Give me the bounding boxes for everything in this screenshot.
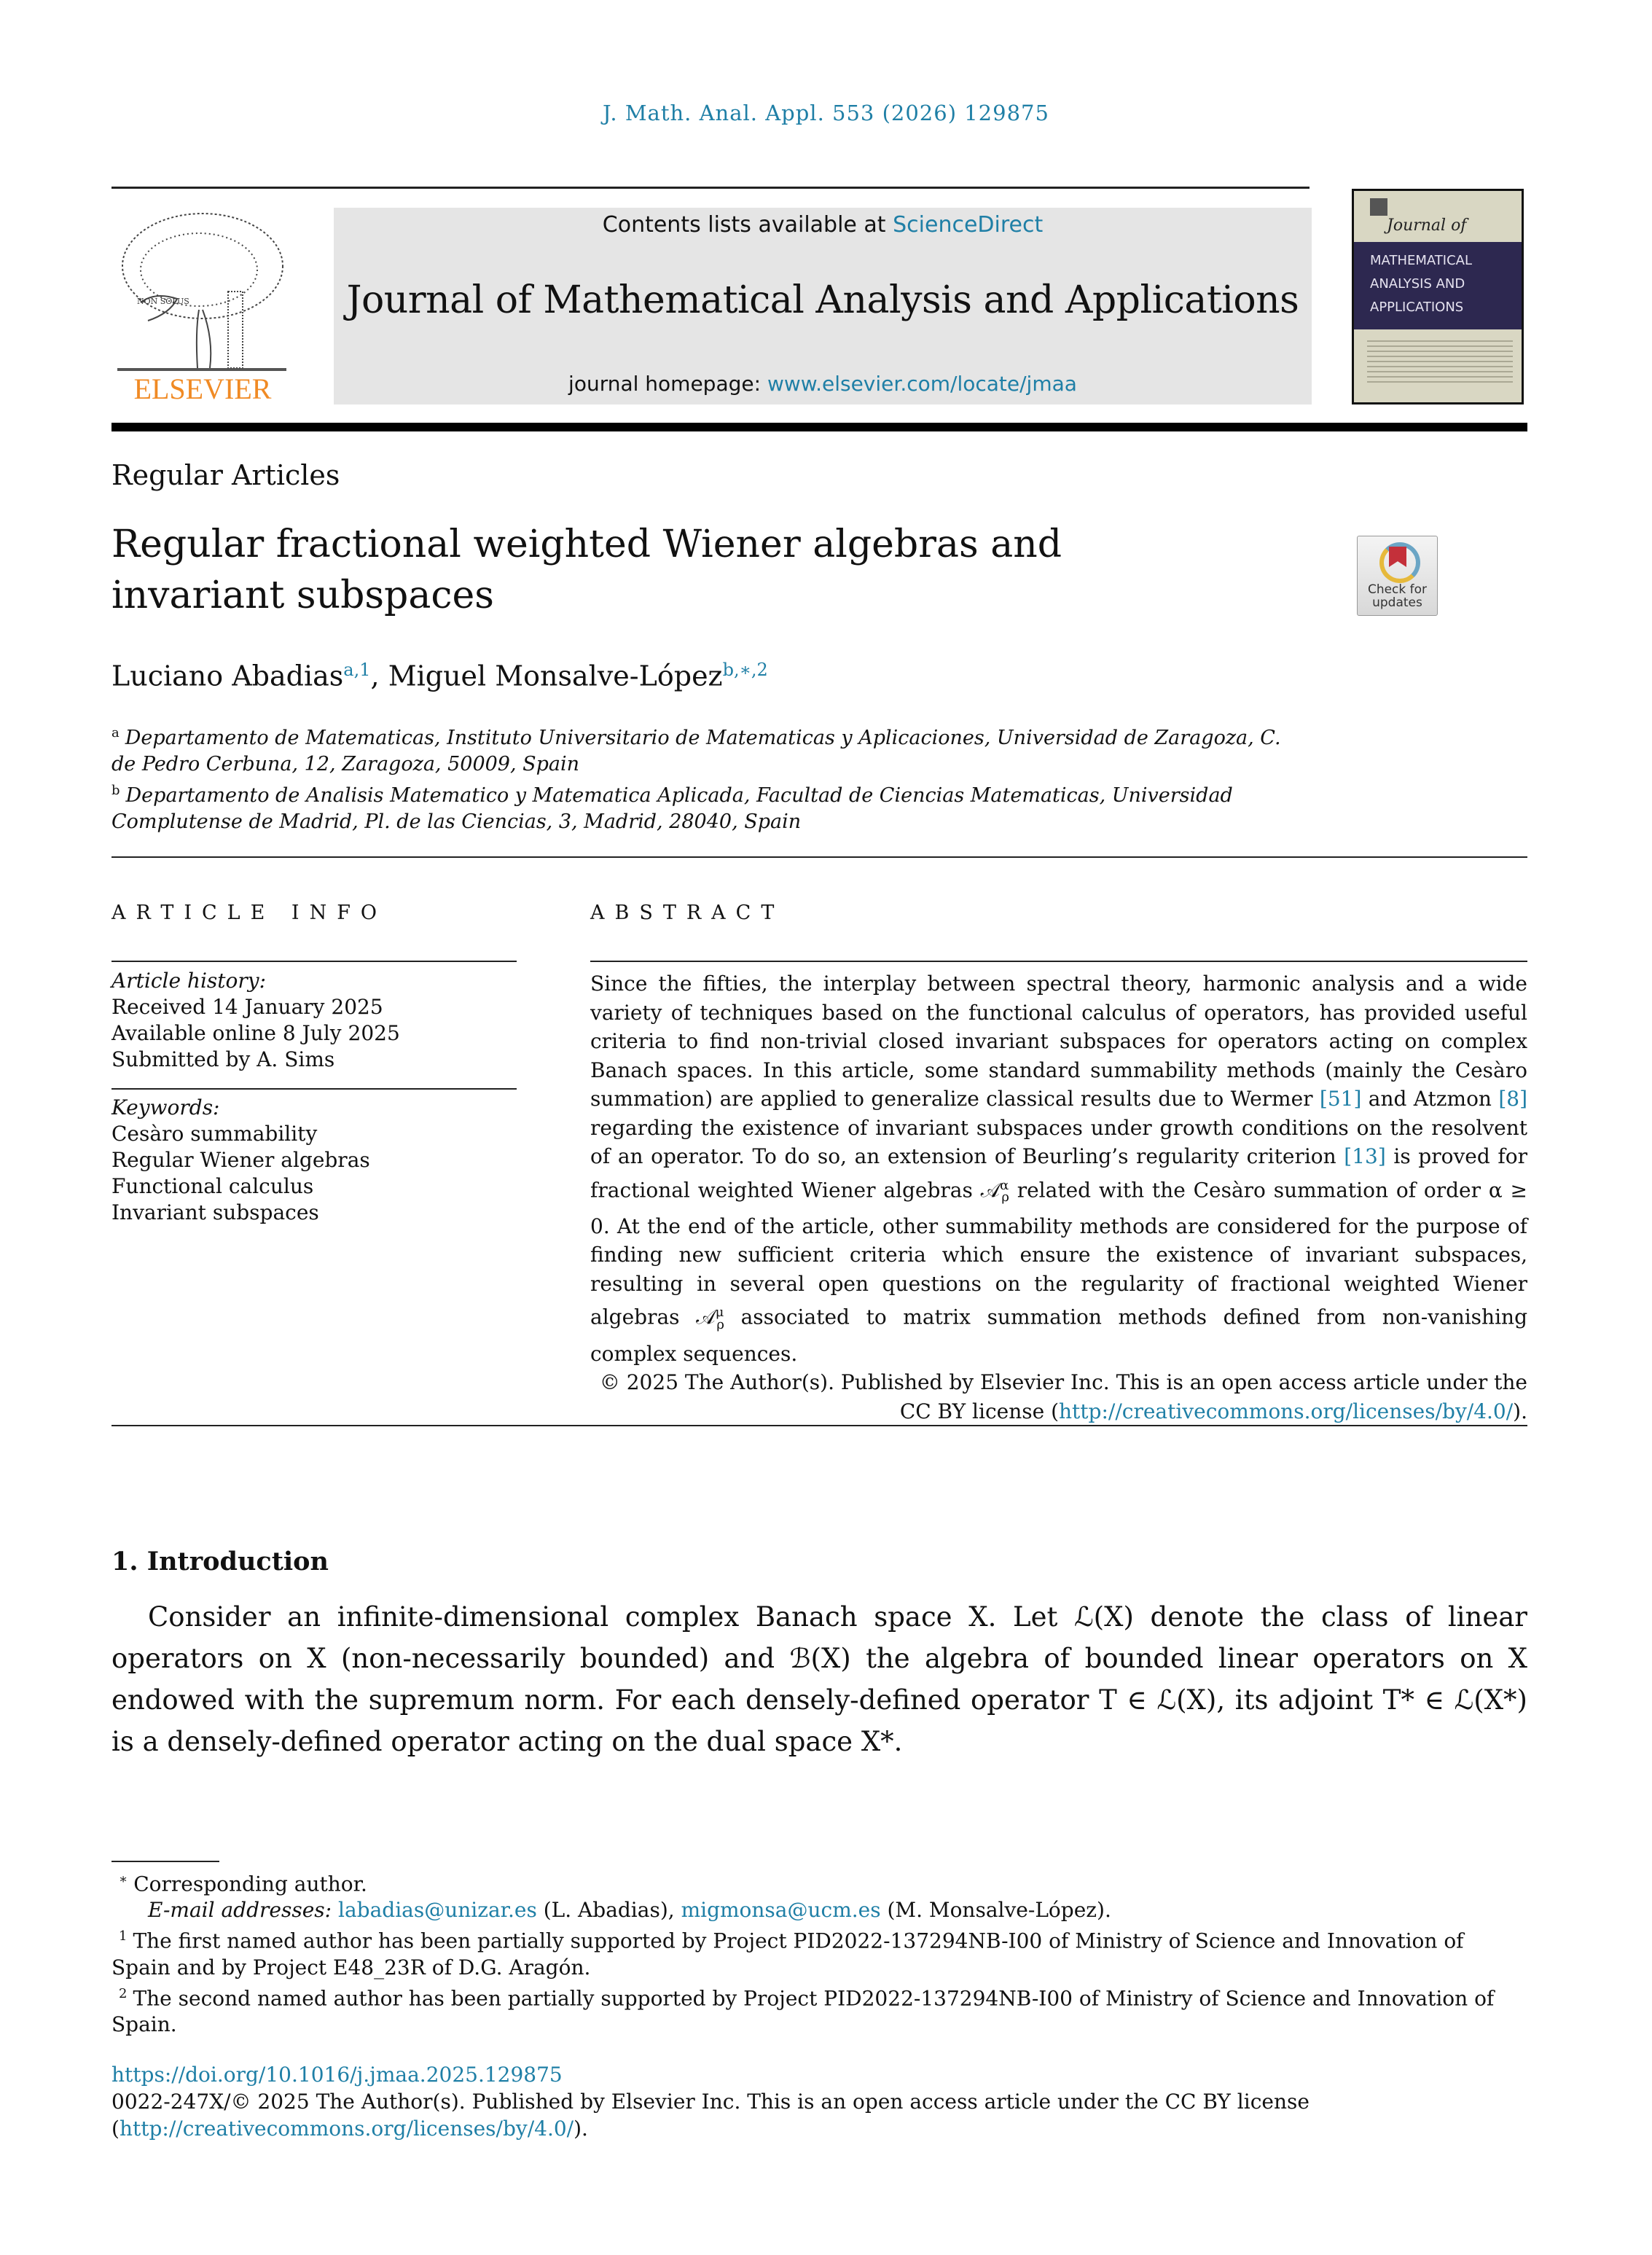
divider [111, 1425, 1527, 1426]
homepage-link[interactable]: www.elsevier.com/locate/jmaa [767, 372, 1077, 396]
author-marks[interactable]: a,1 [343, 660, 371, 680]
section-heading: 1. Introduction [111, 1547, 329, 1576]
history-submitted: Submitted by A. Sims [111, 1047, 335, 1071]
sciencedirect-link[interactable]: ScienceDirect [893, 212, 1044, 238]
author-name: Luciano Abadias [111, 660, 344, 692]
history-received: Received 14 January 2025 [111, 995, 383, 1019]
history-online: Available online 8 July 2025 [111, 1021, 400, 1045]
email-link[interactable]: labadias@unizar.es [338, 1898, 537, 1923]
top-rule [111, 187, 1310, 189]
author-marks[interactable]: b,∗,2 [722, 660, 768, 680]
email-link[interactable]: migmonsa@ucm.es [681, 1898, 881, 1923]
masthead-bar [111, 423, 1527, 431]
journal-cover[interactable]: Journal of MATHEMATICAL ANALYSIS AND APPLICATIONS [1352, 189, 1524, 405]
footnote-emails: E-mail addresses: labadias@unizar.es (L. Abadias), migmonsa@ucm.es (M. Monsalve-López). [148, 1898, 1111, 1923]
footnote-2: $^2$ The second named author has been partially supported by Project PID2022-137294NB-I00 of Ministry of Science and Innovation of Spain. [111, 1985, 1495, 2036]
copyright-notice: © 2025 The Author(s). Published by Elsevier Inc. This is an open access article under the CC BY license (http://creativecommons.org/licenses/by/4.0/). [599, 1370, 1527, 1423]
abstract-body: Since the fifties, the interplay between spectral theory, harmonic analysis and a wide variety of techniques based on the functional calculus of operators, has provided useful criteria to find non-trivial closed invariant subspaces for operators acting on complex Banach spaces. In this article, some standard summability methods (mainly the Cesàro summation) are applied to generalize classical results due to Wermer [51] and Atzmon [8] regarding the existence of invariant subspaces under growth conditions on the resolvent of an operator. To do so, an extension of Beurling’s regularity criterion [13] is proved for fractional weighted Wiener algebras 𝒜$^\alpha_\rho$ related with the Cesàro summation of order α ≥ 0. At the end of the article, other summability methods are considered for the purpose of finding new sufficient criteria which ensure the existence of invariant subspaces, resulting in several open questions on the regularity of fractional weighted Wiener algebras 𝒜$^\mu_\rho$ associated to matrix summation methods defined from non-vanishing complex sequences. © 2025 The Author(s). Published by Elsevier Inc. This is an open access article under the CC BY license (http://creativecommons.org/licenses/by/4.0/). [590, 969, 1527, 1426]
article-history: Article history: Received 14 January 2025 Available online 8 July 2025 Submitted by A. Sims [111, 968, 520, 1073]
keywords: Keywords: Cesàro summability Regular Wiener algebras Functional calculus Invariant subspaces [111, 1095, 520, 1226]
intro-paragraph: Consider an infinite-dimensional complex Banach space X. Let ℒ(X) denote the class of linear operators on X (non-necessarily bounded) and ℬ(X) the algebra of bounded linear operators on X endowed with the supremum norm. For each densely-defined operator T ∈ ℒ(X), its adjoint T* ∈ ℒ(X*) is a densely-defined operator acting on the dual space X*. [111, 1601, 1527, 1757]
doi-link[interactable]: https://doi.org/10.1016/j.jmaa.2025.129875 [111, 2063, 563, 2087]
affiliation-b: $^b$ Departamento de Analisis Matematico y Matematica Aplicada, Facultad de Ciencias Matematicas, Universidad Complutense de Madrid, Pl. de las Ciencias, 3, Madrid, 28040, Spain [111, 783, 1233, 833]
footnote-rule [111, 1861, 219, 1862]
article-info-heading: ARTICLE INFO [111, 902, 388, 924]
elsevier-logo[interactable] [111, 208, 294, 406]
ref-link[interactable]: [51] [1319, 1087, 1362, 1111]
affiliations [111, 720, 1307, 835]
footnote-corresponding: ∗ Corresponding author. [119, 1872, 367, 1896]
keyword: Invariant subspaces [111, 1200, 319, 1224]
cover-elsevier-icon [1370, 198, 1387, 216]
journal-title: Journal of Mathematical Analysis and Applications [346, 278, 1299, 322]
cover-editors-list [1367, 340, 1513, 384]
affiliation-a: $^a$ Departamento de Matematicas, Instituto Universitario de Matematicas y Aplicaciones, Universidad de Zaragoza, C. de Pedro Cerbuna, 12, Zaragoza, 50009, Spain [111, 725, 1281, 775]
issn-line: 0022-247X/© 2025 The Author(s). Published by Elsevier Inc. This is an open access article under the CC BY license (http://creativecommons.org/licenses/by/4.0/). [111, 2090, 1310, 2141]
license-link[interactable]: http://creativecommons.org/licenses/by/4.0/ [1059, 1399, 1514, 1423]
svg-text:NON SOLUS: NON SOLUS [137, 297, 189, 306]
bottom-matter [111, 2061, 1527, 2142]
license-link[interactable]: http://creativecommons.org/licenses/by/4.0/ [119, 2117, 574, 2141]
article-title: Regular fractional weighted Wiener algebras and invariant subspaces [111, 523, 1062, 617]
journal-masthead [334, 208, 1312, 405]
homepage-line: journal homepage: www.elsevier.com/locate/jmaa [568, 372, 1077, 396]
footnote-1: $^1$ The first named author has been partially supported by Project PID2022-137294NB-I00 of Ministry of Science and Innovation of Spain and by Project E48_23R of D.G. Aragón. [111, 1928, 1464, 1980]
ref-link[interactable]: [13] [1344, 1144, 1386, 1168]
abstract-heading: ABSTRACT [590, 902, 785, 924]
keyword: Functional calculus [111, 1174, 314, 1198]
author-list: Luciano Abadias$^{a,1}$, Miguel Monsalve-López$^{b,∗,2}$ [111, 660, 768, 692]
running-head[interactable]: J. Math. Anal. Appl. 553 (2026) 129875 [603, 101, 1049, 125]
ref-link[interactable]: [8] [1498, 1087, 1527, 1111]
tree-icon [111, 208, 294, 406]
cover-title: MATHEMATICAL ANALYSIS AND APPLICATIONS [1370, 253, 1473, 315]
author-name: Miguel Monsalve-López [388, 660, 723, 692]
elsevier-wordmark: ELSEVIER [133, 372, 272, 405]
section-label: Regular Articles [111, 459, 340, 491]
footnotes [111, 1867, 1527, 2038]
keyword: Cesàro summability [111, 1122, 318, 1146]
contents-line: Contents lists available at ScienceDirect [602, 212, 1044, 238]
keyword: Regular Wiener algebras [111, 1148, 370, 1172]
check-for-updates-button[interactable]: Check for updates [1357, 536, 1438, 616]
divider [111, 856, 1527, 858]
